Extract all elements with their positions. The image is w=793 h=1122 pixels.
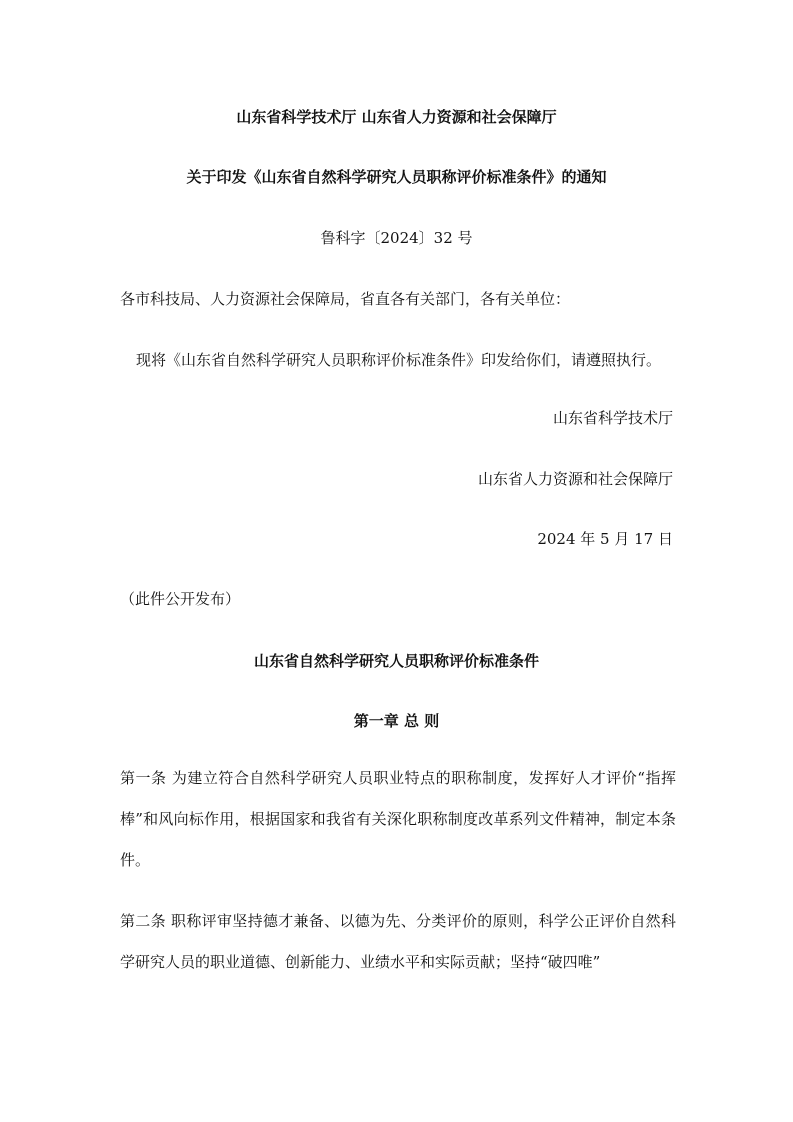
document-number: 鲁科字〔2024〕32 号 [320, 229, 473, 247]
issue-date: 2024 年 5 月 17 日 [537, 530, 673, 548]
article-1: 第一条 为建立符合自然科学研究人员职业特点的职称制度，发挥好人才评价“指挥棒”和风向标作用，根据国家和我省有关深化职称制度改革系列文件精神，制定本条件。 [120, 769, 676, 869]
signature-hr-dept: 山东省人力资源和社会保障厅 [477, 470, 673, 488]
instruction-line: 现将《山东省自然科学研究人员职称评价标准条件》印发给你们，请遵照执行。 [136, 351, 662, 369]
recipients-line: 各市科技局、人力资源社会保障局，省直各有关部门，各有关单位： [120, 290, 571, 308]
signature-science-dept: 山东省科学技术厅 [552, 409, 673, 427]
issuing-authorities: 山东省科学技术厅 山东省人力资源和社会保障厅 [236, 108, 557, 126]
release-note: （此件公开发布） [120, 590, 241, 608]
standard-title: 山东省自然科学研究人员职称评价标准条件 [253, 652, 539, 670]
notice-title: 关于印发《山东省自然科学研究人员职称评价标准条件》的通知 [186, 168, 607, 186]
chapter-heading: 第一章 总 则 [353, 712, 440, 730]
article-2: 第二条 职称评审坚持德才兼备、以德为先、分类评价的原则，科学公正评价自然科学研究人员的职业道德、创新能力、业绩水平和实际贡献；坚持“破四唯” [120, 912, 676, 971]
